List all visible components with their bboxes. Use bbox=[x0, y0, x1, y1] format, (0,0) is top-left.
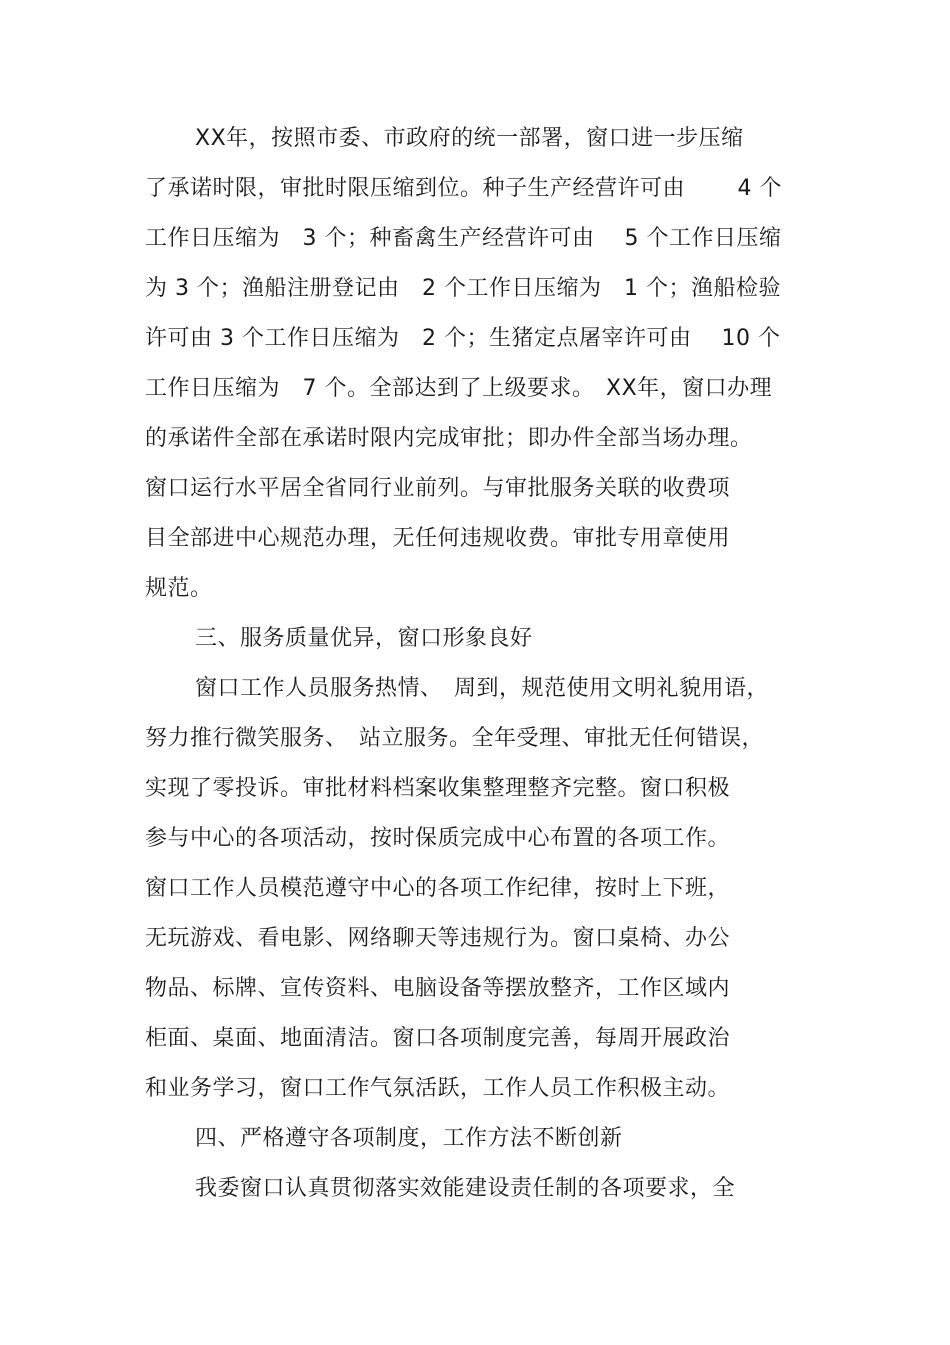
line-text: 我委窗口认真贯彻落实效能建设责任制的各项要求，全 bbox=[195, 1176, 736, 1201]
line-text: 工作日压缩为 3 个；种畜禽生产经营许可由 5 个工作日压缩 bbox=[145, 226, 782, 251]
paragraph-line bbox=[0, 764, 950, 814]
paragraph-line bbox=[0, 414, 950, 464]
line-text: 物品、标牌、宣传资料、电脑设备等摆放整齐，工作区域内 bbox=[145, 976, 731, 1001]
paragraph-line bbox=[0, 964, 950, 1014]
line-text: 许可由 3 个工作日压缩为 2 个；生猪定点屠宰许可由 10 个 bbox=[145, 326, 781, 351]
paragraph-line bbox=[0, 364, 950, 414]
line-text: 窗口运行水平居全省同行业前列。与审批服务关联的收费项 bbox=[145, 476, 731, 501]
line-text: 工作日压缩为 7 个。全部达到了上级要求。 XX年，窗口办理 bbox=[145, 376, 773, 401]
paragraph-line bbox=[0, 464, 950, 514]
line-text: XX年，按照市委、市政府的统一部署，窗口进一步压缩 bbox=[195, 126, 744, 151]
paragraph-line bbox=[0, 664, 950, 714]
paragraph-line bbox=[0, 864, 950, 914]
section-heading bbox=[0, 1114, 950, 1164]
line-text: 无玩游戏、看电影、网络聊天等违规行为。窗口桌椅、办公 bbox=[145, 926, 731, 951]
section-heading bbox=[0, 614, 950, 664]
paragraph-line bbox=[0, 164, 950, 214]
paragraph-line bbox=[0, 1064, 950, 1114]
line-text: 规范。 bbox=[145, 576, 213, 601]
document-body bbox=[0, 114, 950, 1214]
paragraph-line bbox=[0, 714, 950, 764]
paragraph-line bbox=[0, 914, 950, 964]
line-text: 窗口工作人员模范遵守中心的各项工作纪律，按时上下班， bbox=[145, 876, 731, 901]
paragraph-line bbox=[0, 514, 950, 564]
line-text: 柜面、桌面、地面清洁。窗口各项制度完善，每周开展政治 bbox=[145, 1026, 731, 1051]
line-text: 为 3 个；渔船注册登记由 2 个工作日压缩为 1 个；渔船检验 bbox=[145, 276, 781, 301]
line-text: 目全部进中心规范办理，无任何违规收费。审批专用章使用 bbox=[145, 526, 731, 551]
paragraph-line bbox=[0, 114, 950, 164]
paragraph-line bbox=[0, 1014, 950, 1064]
line-text: 实现了零投诉。审批材料档案收集整理整齐完整。窗口积极 bbox=[145, 776, 731, 801]
paragraph-line bbox=[0, 1164, 950, 1214]
section-heading-text: 四、严格遵守各项制度，工作方法不断创新 bbox=[195, 1126, 623, 1151]
section-heading-text: 三、服务质量优异，窗口形象良好 bbox=[195, 626, 533, 651]
paragraph-line bbox=[0, 814, 950, 864]
paragraph-line bbox=[0, 264, 950, 314]
paragraph-line bbox=[0, 564, 950, 614]
line-text: 的承诺件全部在承诺时限内完成审批；即办件全部当场办理。 bbox=[145, 426, 753, 451]
paragraph-line bbox=[0, 314, 950, 364]
paragraph-line bbox=[0, 214, 950, 264]
line-text: 了承诺时限，审批时限压缩到位。种子生产经营许可由 4 个 bbox=[145, 176, 782, 201]
line-text: 窗口工作人员服务热情、 周到，规范使用文明礼貌用语， bbox=[195, 676, 770, 701]
line-text: 努力推行微笑服务、 站立服务。全年受理、审批无任何错误， bbox=[145, 726, 765, 751]
line-text: 参与中心的各项活动，按时保质完成中心布置的各项工作。 bbox=[145, 826, 731, 851]
line-text: 和业务学习，窗口工作气氛活跃，工作人员工作积极主动。 bbox=[145, 1076, 731, 1101]
